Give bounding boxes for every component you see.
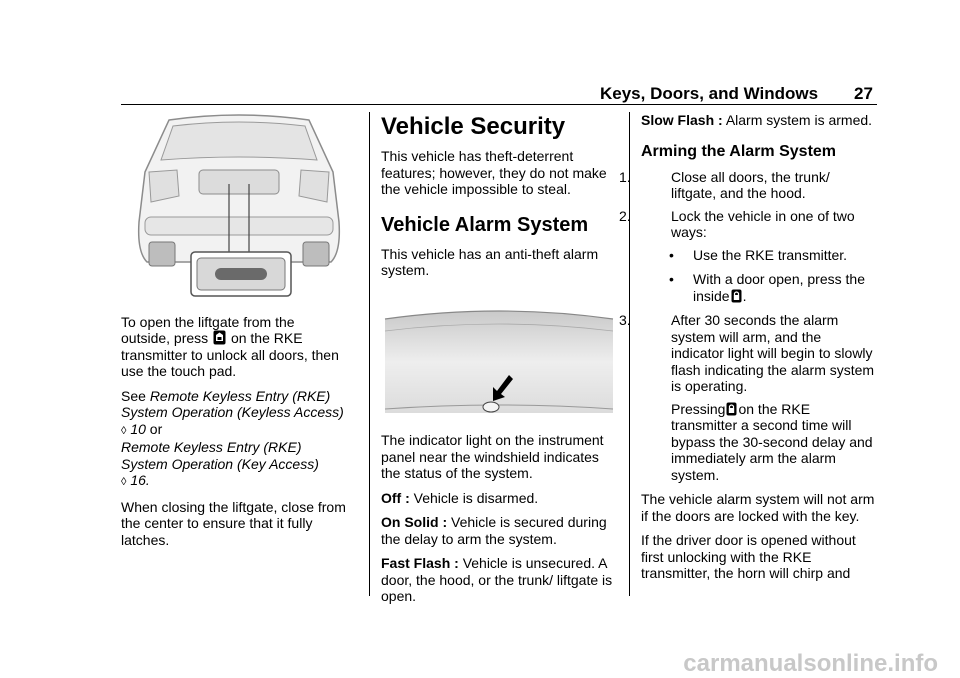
ref-link-key-access[interactable]: Remote Keyless Entry (RKE) [121, 439, 302, 455]
subsection-heading: Vehicle Alarm System [381, 213, 589, 236]
subsection-heading: Arming the Alarm System [641, 142, 837, 160]
page-number: 27 [854, 84, 873, 103]
ref-link-key-access-cont[interactable]: System Operation (Key Access) [121, 455, 319, 472]
paragraph: This vehicle has theft-deterrent features; however, they do not make the vehicle impossible to steal. [381, 148, 607, 197]
paragraph: This vehicle has an anti-theft alarm system. [381, 245, 599, 278]
page-ref-16[interactable]: 16. [130, 472, 150, 488]
bullet-item: • With a door open, press the inside . [669, 271, 865, 304]
paragraph: The indicator light on the instrument panel near the windshield indicates the status of the system. [381, 432, 604, 481]
page-ref-arrow-icon: ◊ [121, 424, 127, 437]
windshield-indicator-illustration [381, 297, 617, 415]
paragraph: The vehicle alarm system will not arm if the doors are locked with the key. [641, 491, 875, 524]
liftgate-illustration [121, 112, 357, 302]
list-item: 1. Close all doors, the trunk/ liftgate, and the hood. [619, 168, 830, 201]
bullet-item: • Use the RKE transmitter. [669, 246, 848, 263]
page-ref-10[interactable]: 10 [130, 420, 146, 437]
column-2 [381, 112, 617, 613]
lock-button-icon [731, 289, 742, 303]
list-item: 3. After 30 seconds the alarm system will arm, and the indicator light will begin to slowly flash indicating the alarm system is operating. [619, 312, 875, 394]
list-item-continuation: Pressing on the RKE transmitter a second time will bypass the 30-second delay and immediately arm the alarm system. [671, 400, 873, 483]
section-heading: Vehicle Security [381, 113, 566, 140]
list-item: 2. Lock the vehicle in one of two ways: [619, 207, 855, 240]
header-rule [121, 104, 877, 105]
lock-button-icon [726, 402, 737, 416]
column-3 [619, 112, 877, 590]
column-1 [121, 112, 357, 556]
status-off: Off : Vehicle is disarmed. [381, 489, 539, 506]
paragraph-closing: When closing the liftgate, close from the center to ensure that it fully latches. [121, 498, 346, 548]
paragraph-liftgate: To open the liftgate from the outside, press on the RKE transmitter to unlock all doors, then use the touch pad. [121, 313, 339, 379]
ref-link-keyless-access-cont[interactable]: System Operation (Keyless Access) [121, 404, 344, 420]
ref-link-keyless-access[interactable]: Remote Keyless Entry (RKE) [149, 387, 331, 404]
status-on-solid: On Solid : Vehicle is secured during the delay to arm the system. [381, 514, 607, 547]
status-slow-flash: Slow Flash : Alarm system is armed. [641, 112, 873, 128]
page-ref-arrow-icon: ◊ [121, 476, 127, 488]
liftgate-button-icon [213, 330, 226, 345]
paragraph: If the driver door is opened without first unlocking with the RKE transmitter, the horn will chirp and [641, 532, 856, 581]
header-title: Keys, Doors, and Windows [600, 84, 819, 103]
cross-reference: See Remote Keyless Entry (RKE) System Operation (Keyless Access) ◊ 10 or Remote Keyless Entry (RKE) System Operation (Key Access) ◊ 16. [121, 388, 357, 491]
status-fast-flash: Fast Flash : Vehicle is unsecured. A door, the hood, or the trunk/ liftgate is open. [381, 555, 613, 604]
watermark: carmanualsonline.info [683, 650, 938, 677]
column-divider [369, 112, 370, 596]
